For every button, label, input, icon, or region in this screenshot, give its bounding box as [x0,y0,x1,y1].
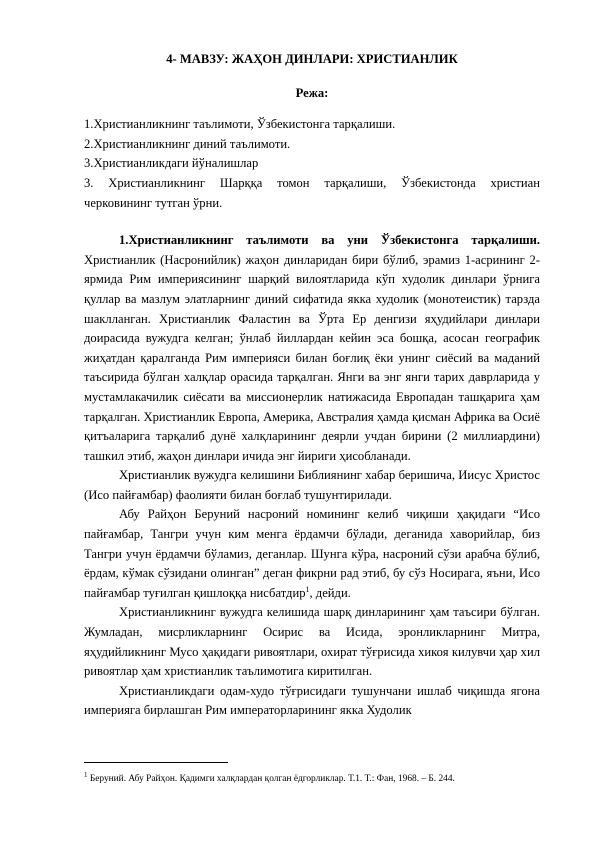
paragraph-beruni-text: Абу Райҳон Беруний насроний номининг келиб чиқиши ҳақидаги “Исо пайғамбар, Тангри учун ким менга ёрдамчи бўлади, деганида хаворийлар, биз Тангри учун ёрдамчи бўламиз, деганлар. Шунга кўра, насроний сўзи арабча бўлиб, ёрдам, кўмак сўзидани олинган” деган фикрни рад этиб, бу сўз Носирага, яъни, Исо пайғамбар туғилган қишлоққа нисбатдир [84,507,540,600]
paragraph-eastern-influence: Христианликнинг вужудга келишида шарқ динларининг ҳам таъсири бўлган. Жумладан, мисрликларнинг Осирис ва Исида, эронликларнинг Митра, яҳудийликнинг Мусо ҳақидаги ривоятлари, охират тўғрисида хикоя килувчи ҳар хил ривоятлар ҳам христианлик таълимотига киритилган. [84,605,540,679]
footnote-marker: 1 [84,771,88,779]
page-title: 4- МАВЗУ: ЖАҲОН ДИНЛАРИ: ХРИСТИАНЛИК [166,52,458,66]
plan-heading: Режа: [295,85,329,100]
plan-item: 3.Христианликдаги йўналишлар [84,156,259,171]
footnote-text: Беруний. Абу Райҳон. Қадимги халқлардан қолган ёдгорликлар. Т.1. Т.: Фан, 1968. – Б. 244. [87,774,455,785]
section1-text: Христианлик (Насронийлик) жаҳон динларидан бири бўлиб, эрамиз 1-асрининг 2-ярмида Рим империясининг шарқий вилоятларида кўп худолик динлари ўрнига қуллар ва мазлум элатларнинг диний сифатида якка худолик (монотеистик) тарзда шаклланган. Христианлик Фаластин ва Ўрта Ер денгизи яҳудийлари динлари доирасида вужудга келган; ўнлаб йиллардан кейин эса бошқа, асосан географик жиҳатдан қаралганда Рим империяси билан боғлиқ ёки унинг сиёсий ва маданий таъсирида бўлган халқлар орасида тарқалган. Янги ва энг янги тарих даврларида у мустамлакачилик сиёсати ва миссионерлик натижасида Европадан ташқарига ҳам тарқалган. Христианлик Европа, Америка, Австралия ҳамда қисман Африка ва Осиё қитъаларига тарқалиб дунё халқларининг деярли учдан бирини (2 миллиардини) ташкил этиб, жаҳон динлари ичида энг йириги ҳисобланади. [84,252,540,463]
paragraph-bible: Христианлик вужудга келишини Библиянинг хабар беришича, Иисус Христос (Исо пайғамбар) фаолияти билан боғлаб тушунтирилади. [84,468,540,502]
plan-list [84,115,540,213]
plan-item: 1.Христианликнинг таълимоти, Ўзбекистонга тарқалиши. [84,117,396,132]
plan-item: 3. Христианликнинг Шарққа томон тарқалиши, Ўзбекистонда христиан черковининг тутган ўрни. [84,175,540,210]
footnote [84,769,540,785]
paragraph-beruni-end: , дейди. [309,585,351,600]
paragraph-beruni [84,505,540,603]
paragraph-god-man: Христианликдаги одам-худо тўғрисидаги тушунчани ишлаб чиқишда ягона империяга бирлашган Рим императорларининг якка Худолик [84,683,540,718]
plan-item: 2.Христианликнинг диний таълимоти. [84,136,291,151]
section1-heading: 1.Христианликнинг таълимоти ва уни Ўзбекистонга тарқалиши. [119,233,540,248]
footnote-reference[interactable]: 1 [305,584,310,594]
footnote-area [84,762,540,785]
section1-paragraph [84,231,540,466]
footnote-divider [84,762,228,763]
